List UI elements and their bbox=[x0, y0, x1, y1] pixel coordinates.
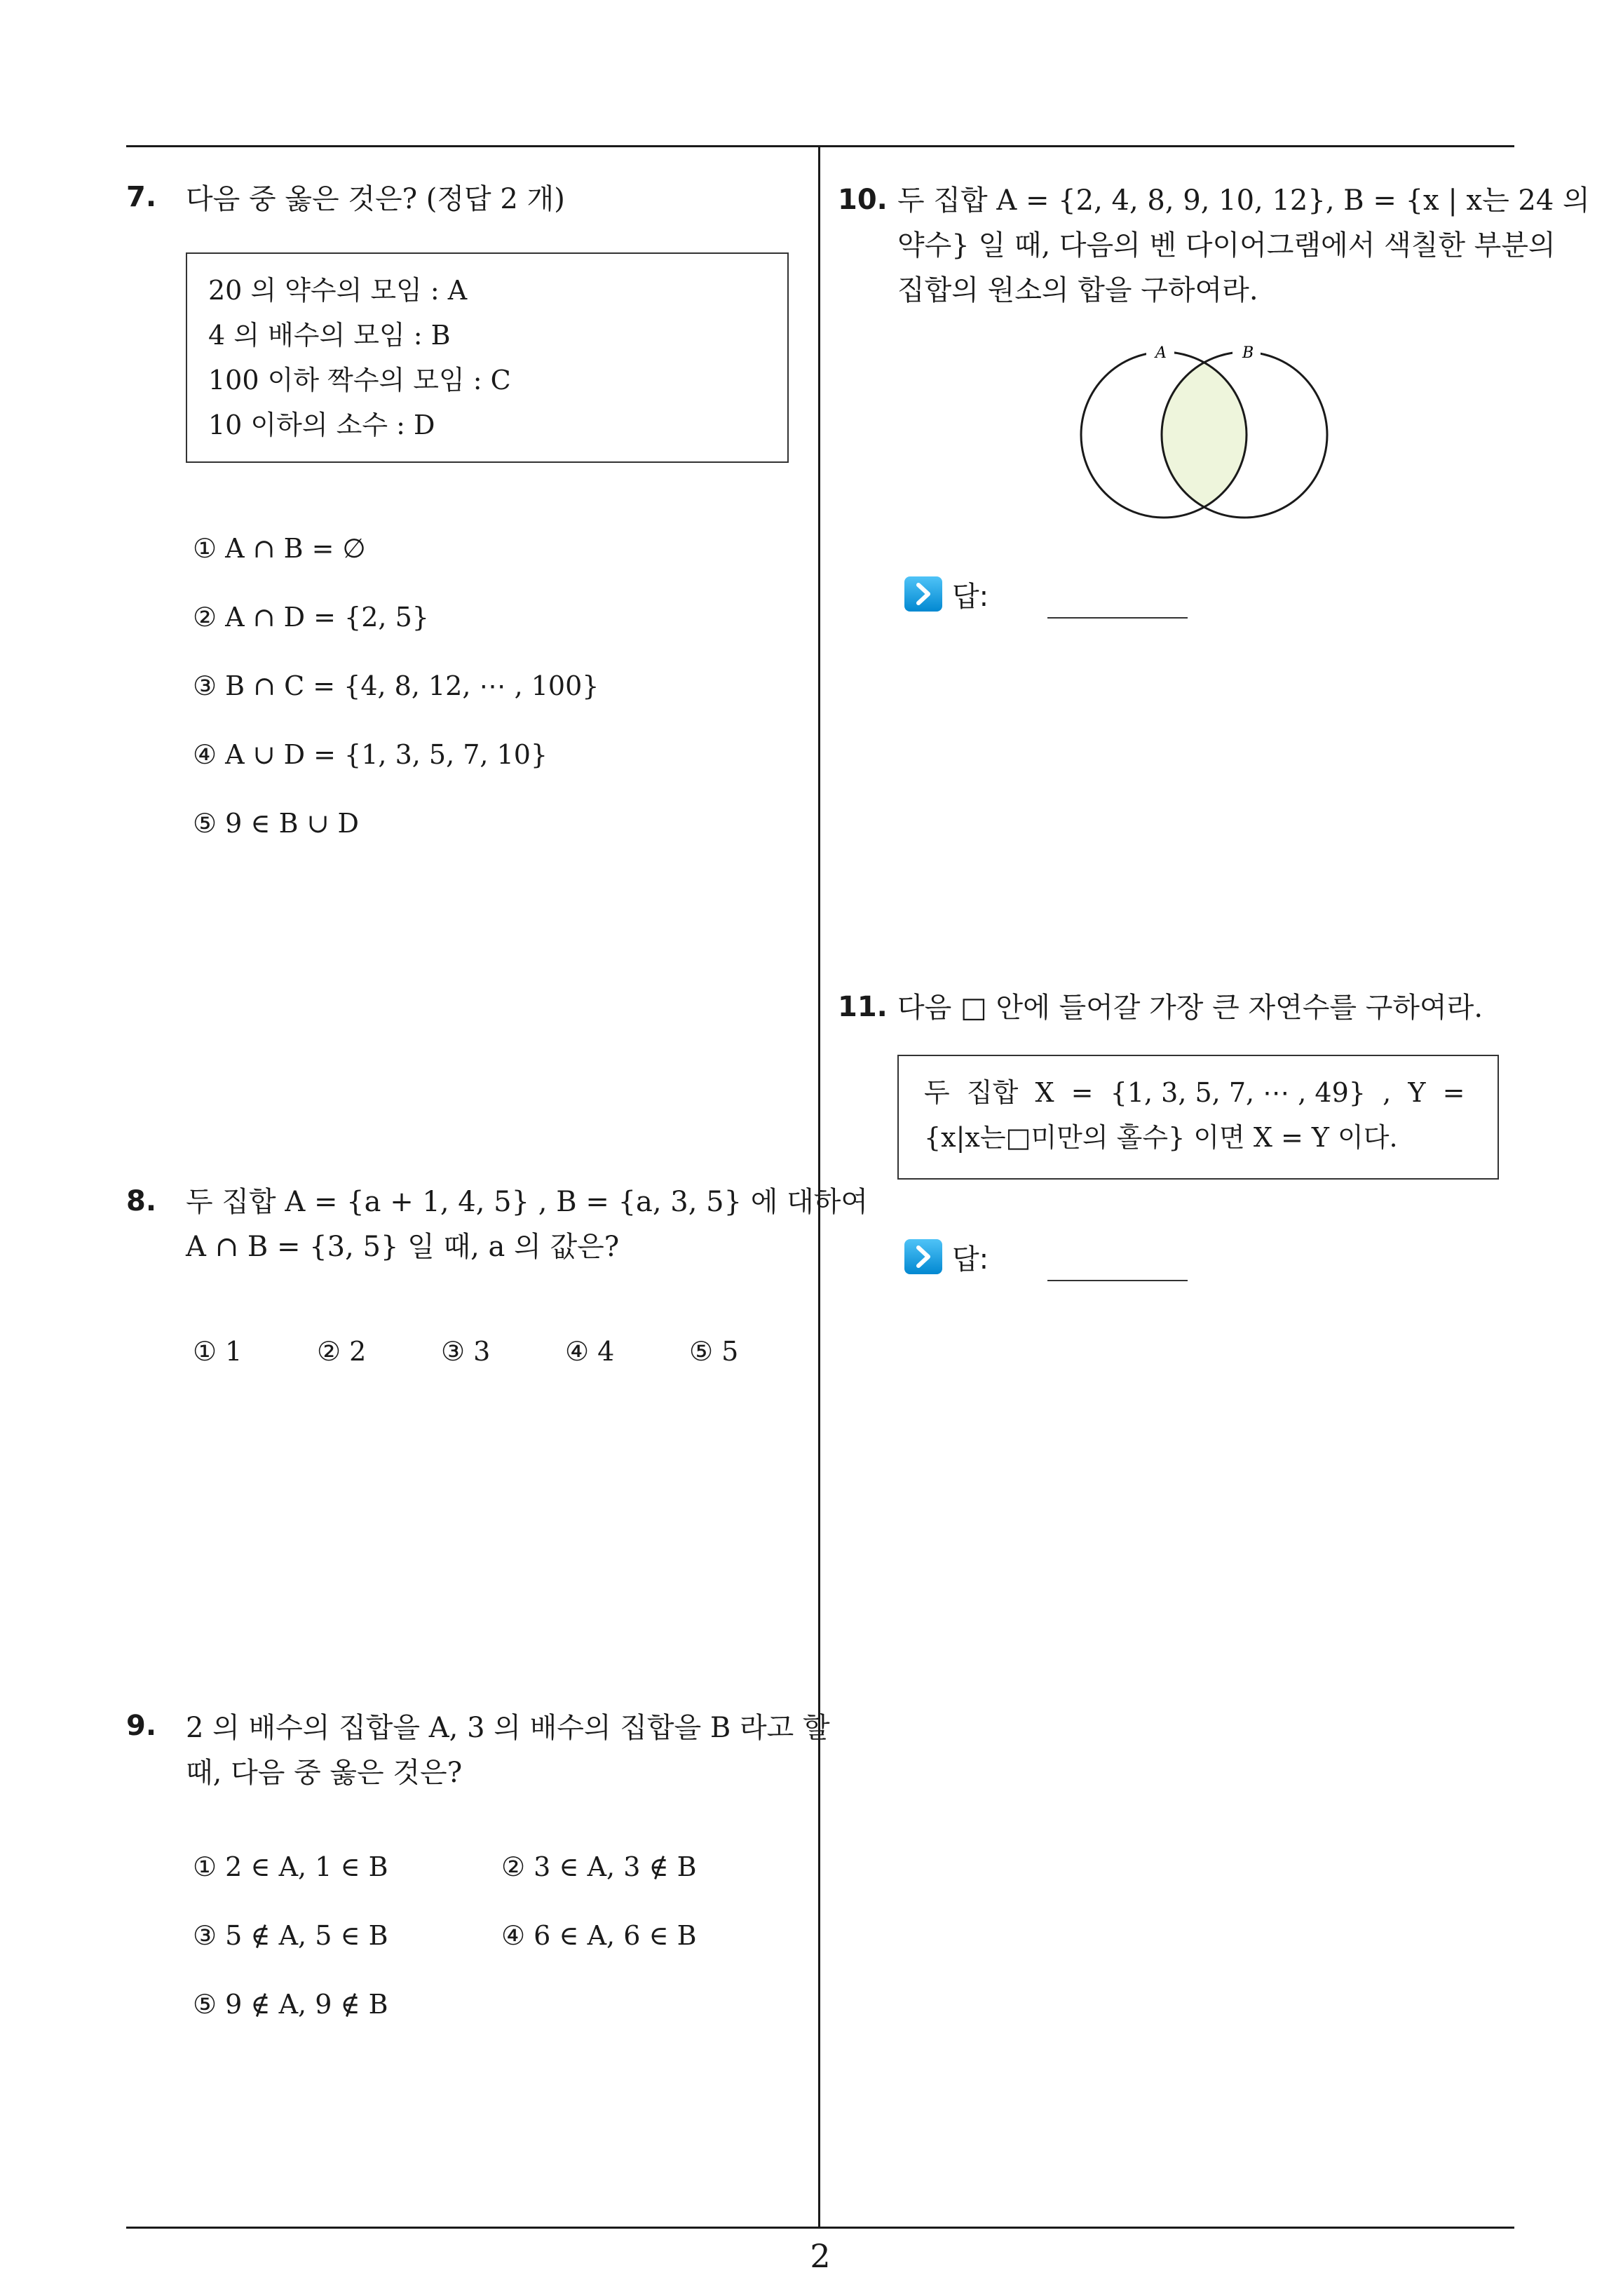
q7-box bbox=[186, 252, 789, 463]
q11-box bbox=[897, 1055, 1499, 1180]
page-number: 2 bbox=[810, 2237, 831, 2275]
bottom-rule bbox=[126, 2227, 1514, 2229]
q11-answer bbox=[904, 1232, 1188, 1281]
q8-line2: A ∩ B = {3, 5} 일 때, a 의 값은? bbox=[186, 1231, 620, 1263]
q8-option-1[interactable]: ① 1 bbox=[193, 1336, 243, 1367]
q10-line2: 약수} 일 때, 다음의 벤 다이어그램에서 색칠한 부분의 bbox=[897, 229, 1556, 262]
q8-number: 8. bbox=[126, 1185, 157, 1217]
q9-option-4[interactable]: ④ 6 ∈ A, 6 ∈ B bbox=[501, 1920, 697, 1951]
q7-text: 다음 중 옳은 것은? (정답 2 개) bbox=[186, 183, 565, 215]
q11-box-line-2: {x|x는□미만의 홀수} 이면 X = Y 이다. bbox=[924, 1122, 1398, 1153]
q9-option-5[interactable]: ⑤ 9 ∉ A, 9 ∉ B bbox=[193, 1989, 388, 2020]
q7-number: 7. bbox=[126, 181, 157, 213]
q8-option-2[interactable]: ② 2 bbox=[317, 1336, 367, 1367]
q10-line1: 두 집합 A = {2, 4, 8, 9, 10, 12}, B = {x | x는 24 의 bbox=[897, 184, 1590, 217]
q7-box-line: 10 이하의 소수 : D bbox=[208, 410, 435, 440]
q7-option-4[interactable]: ④ A ∪ D = {1, 3, 5, 7, 10} bbox=[193, 739, 548, 770]
q11-box-line-1: 두 집합 X = {1, 3, 5, 7, ⋯ , 49} , Y = bbox=[924, 1077, 1465, 1108]
q10-answer-label: 답: bbox=[952, 580, 989, 613]
q9-option-1[interactable]: ① 2 ∈ A, 1 ∈ B bbox=[193, 1851, 388, 1882]
q11-answer-blank[interactable] bbox=[1047, 1253, 1188, 1281]
q9-line2: 때, 다음 중 옳은 것은? bbox=[186, 1757, 463, 1789]
q8-line1: 두 집합 A = {a + 1, 4, 5} , B = {a, 3, 5} 에 대하여 bbox=[186, 1186, 869, 1218]
q7-option-2[interactable]: ② A ∩ D = {2, 5} bbox=[193, 602, 429, 633]
q7-box-line: 100 이하 짝수의 모임 : C bbox=[208, 365, 511, 396]
chevron-right-icon bbox=[904, 576, 942, 612]
q8-option-5[interactable]: ⑤ 5 bbox=[689, 1336, 739, 1367]
q10-number: 10. bbox=[838, 184, 888, 216]
q7-box-line: 4 의 배수의 모임 : B bbox=[208, 320, 451, 351]
q9-option-2[interactable]: ② 3 ∈ A, 3 ∉ B bbox=[501, 1851, 697, 1882]
q11-text: 다음 □ 안에 들어갈 가장 큰 자연수를 구하여라. bbox=[897, 992, 1483, 1024]
q7-box-line: 20 의 약수의 모임 : A bbox=[208, 275, 468, 306]
q11-answer-label: 답: bbox=[952, 1243, 989, 1276]
q11-number: 11. bbox=[838, 991, 888, 1023]
top-rule bbox=[126, 145, 1514, 147]
venn-label-b: B bbox=[1242, 344, 1254, 362]
q10-answer-blank[interactable] bbox=[1047, 590, 1188, 619]
chevron-right-icon bbox=[904, 1239, 942, 1274]
q8-option-4[interactable]: ④ 4 bbox=[565, 1336, 615, 1367]
q10-line3: 집합의 원소의 합을 구하여라. bbox=[897, 274, 1258, 306]
q8-option-3[interactable]: ③ 3 bbox=[441, 1336, 491, 1367]
venn-label-a: A bbox=[1155, 344, 1167, 362]
q9-line1: 2 의 배수의 집합을 A, 3 의 배수의 집합을 B 라고 할 bbox=[186, 1712, 830, 1744]
venn-diagram bbox=[1073, 344, 1339, 526]
q7-option-1[interactable]: ① A ∩ B = ∅ bbox=[193, 533, 366, 564]
q7-option-3[interactable]: ③ B ∩ C = {4, 8, 12, ⋯ , 100} bbox=[193, 670, 599, 701]
q9-option-3[interactable]: ③ 5 ∉ A, 5 ∈ B bbox=[193, 1920, 388, 1951]
q9-number: 9. bbox=[126, 1710, 157, 1742]
q10-answer bbox=[904, 569, 1188, 619]
q7-option-5[interactable]: ⑤ 9 ∈ B ∪ D bbox=[193, 808, 359, 839]
